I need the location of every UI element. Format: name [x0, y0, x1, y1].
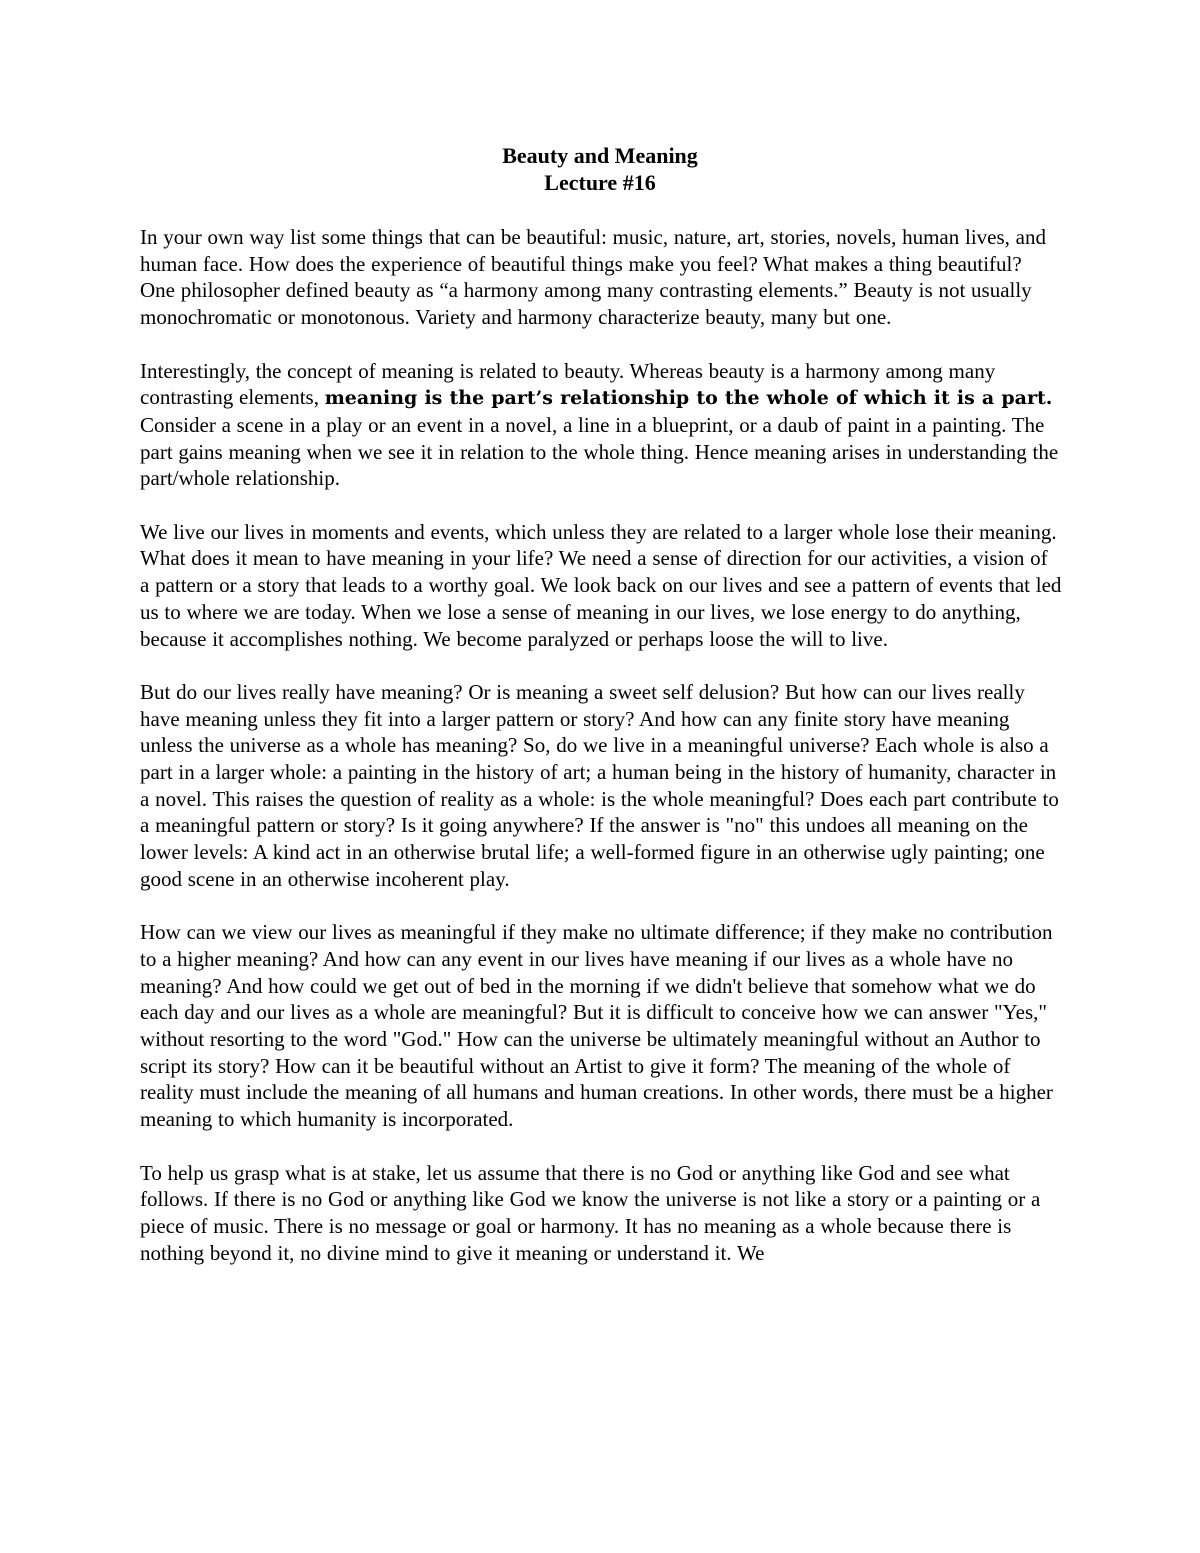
paragraph-meaning-rest: Consider a scene in a play or an event in a novel, a line in a blueprint, or a daub of paint in a painting. The part gains meaning when we see it in relation to the whole thing. Hence meaning arises in understanding the part/whole relationship.	[140, 412, 1059, 491]
document-subtitle: Lecture #16	[544, 170, 656, 195]
paragraph-meaning	[140, 358, 1062, 493]
paragraph-god: How can we view our lives as meaningful if they make no ultimate difference; if they make no contribution to a higher meaning? And how can any event in our lives have meaning if our lives as a whole have no meaning? And how could we get out of bed in the morning if we didn't believe that somehow what we do each day and our lives as a whole are meaningful? But it is difficult to conceive how we can answer "Yes," without resorting to the word "God." How can the universe be ultimately meaningful without an Author to script its story? How can it be beautiful without an Artist to give it form? The meaning of the whole of reality must include the meaning of all humans and human creations. In other words, there must be a higher meaning to which humanity is incorporated.	[140, 920, 1053, 1132]
paragraph-beauty: In your own way list some things that can be beautiful: music, nature, art, stories, novels, human lives, and human face. How does the experience of beautiful things make you feel? What makes a thing beautiful? One philosopher defined beauty as “a harmony among many contrasting elements.” Beauty is not usually monochromatic or monotonous. Variety and harmony characterize beauty, many but one.	[140, 225, 1046, 330]
paragraph-meaning-intro: Interestingly, the concept of meaning is related to beauty. Whereas beauty is a harmony among many contrasting elements,	[140, 358, 996, 410]
paragraph-lives: We live our lives in moments and events, which unless they are related to a larger whole lose their meaning. What does it mean to have meaning in your life? We need a sense of direction for our activities, a vision of a pattern or a story that leads to a worthy goal. We look back on our lives and see a pattern of events that led us to where we are today. When we lose a sense of meaning in our lives, we lose energy to do anything, because it accomplishes nothing. We become paralyzed or perhaps loose the will to live.	[140, 519, 1062, 651]
document-body	[140, 224, 1062, 1293]
document-title: Beauty and Meaning	[502, 143, 698, 168]
paragraph-questions: But do our lives really have meaning? Or is meaning a sweet self delusion? But how can our lives really have meaning unless they fit into a larger pattern or story? And how can any finite story have meaning unless the universe as a whole has meaning? So, do we live in a meaningful universe? Each whole is also a part in a larger whole: a painting in the history of art; a human being in the history of humanity, character in a novel. This raises the question of reality as a whole: is the whole meaningful? Does each part contribute to a meaningful pattern or story? Is it going anywhere? If the answer is "no" this undoes all meaning on the lower levels: A kind act in an otherwise brutal life; a well-formed figure in an otherwise ugly painting; one good scene in an otherwise incoherent play.	[140, 679, 1059, 891]
meaning-definition: meaning is the part’s relationship to the whole of which it is a part.	[324, 387, 1053, 410]
paragraph-stake: To help us grasp what is at stake, let us assume that there is no God or anything like God and see what follows. If there is no God or anything like God we know the universe is not like a story or a painting or a piece of music. There is no message or goal or harmony. It has no meaning as a whole because there is nothing beyond it, no divine mind to give it meaning or understand it. We	[140, 1160, 1041, 1265]
